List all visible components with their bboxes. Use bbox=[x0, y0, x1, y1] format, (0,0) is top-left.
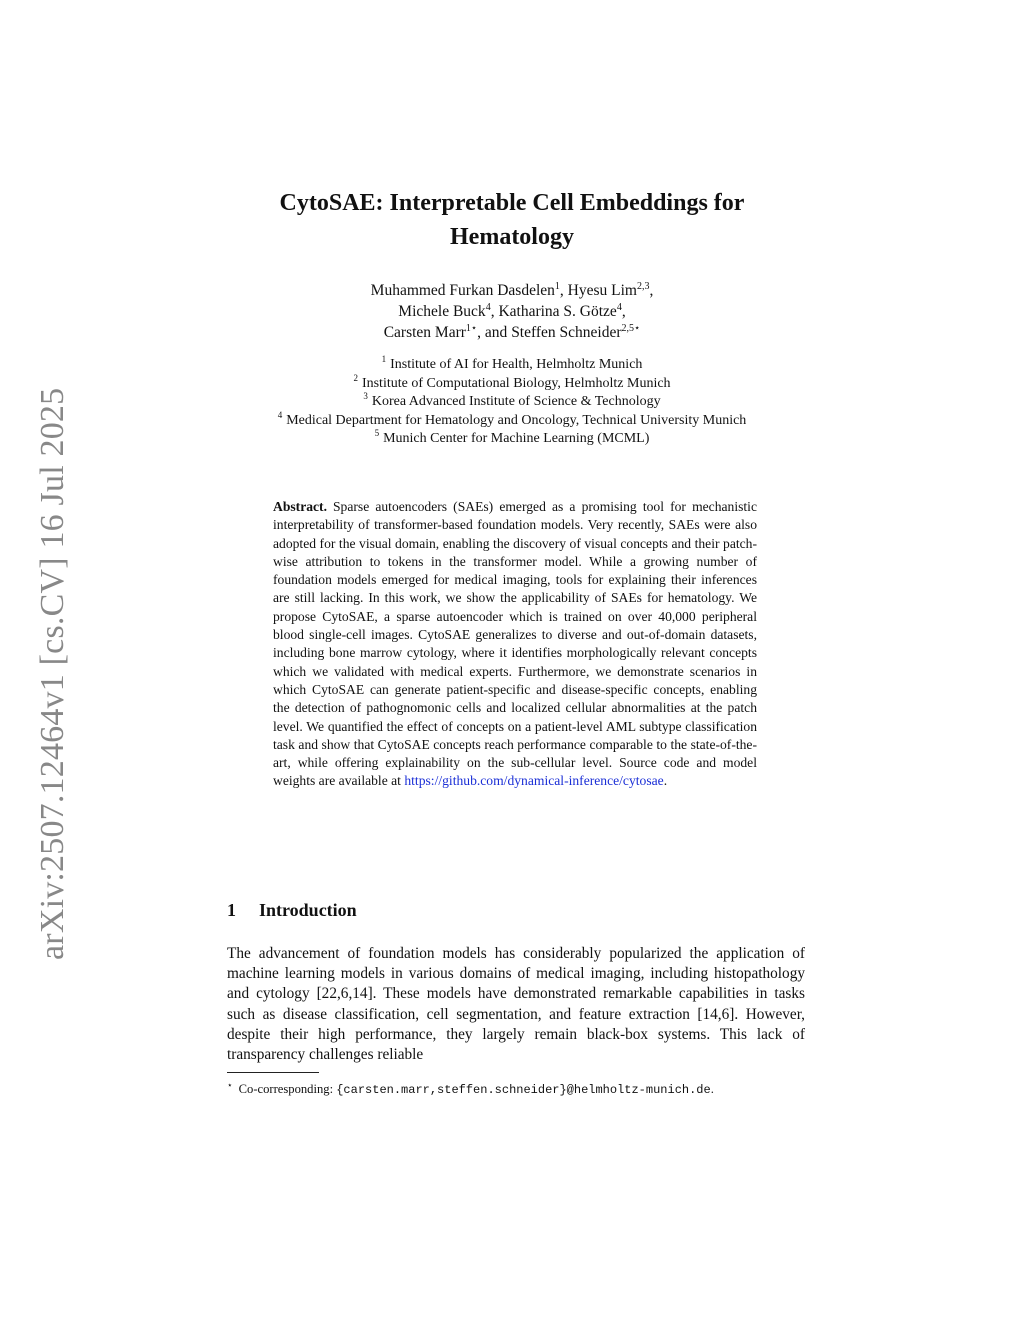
affiliation-text: Korea Advanced Institute of Science & Technology bbox=[371, 394, 661, 409]
author-name: Katharina S. Götze bbox=[498, 303, 617, 320]
introduction-paragraph: The advancement of foundation models has considerably popularized the application of machine learning models in various domains of medical imaging, including histopathology and cytology [22,6,14]. These models have demonstrated remarkable capabilities in tasks such as disease classification, cell segmentation, and feature extraction [14,6]. However, despite their high performance, they largely remain black-box systems. This lack of transparency challenges reliable bbox=[227, 945, 805, 1064]
paper-title bbox=[0, 186, 1024, 254]
affiliation-item bbox=[0, 356, 1024, 375]
code-repository-link[interactable]: https://github.com/dynamical-inference/cytosae bbox=[404, 773, 664, 789]
author-name: Muhammed Furkan Dasdelen bbox=[370, 282, 555, 299]
author-affil-mark: 2,3 bbox=[636, 280, 650, 292]
affiliation-number: 4 bbox=[277, 409, 283, 420]
affiliation-number: 1 bbox=[381, 354, 387, 365]
abstract bbox=[273, 498, 757, 791]
affiliation-item bbox=[0, 430, 1024, 449]
author-affil-mark: 4 bbox=[485, 301, 491, 313]
arxiv-identifier-stamp[interactable]: arXiv:2507.12464v1 [cs.CV] 16 Jul 2025 bbox=[34, 387, 71, 960]
author-name: Carsten Marr bbox=[383, 324, 466, 341]
author-name: Hyesu Lim bbox=[567, 282, 637, 299]
footnote-label: Co-corresponding: bbox=[238, 1082, 334, 1097]
affiliation-text: Medical Department for Hematology and Oncology, Technical University Munich bbox=[286, 412, 747, 428]
separator: , and bbox=[477, 324, 508, 341]
section-heading-introduction bbox=[227, 900, 807, 921]
affiliation-list bbox=[0, 356, 1024, 449]
separator: , bbox=[490, 303, 495, 320]
title-line-2: Hematology bbox=[450, 224, 574, 250]
affiliation-number: 2 bbox=[353, 372, 358, 383]
author-name: Michele Buck bbox=[398, 303, 486, 320]
footnote-star-mark: ⋆ bbox=[227, 1080, 233, 1090]
author-line-2 bbox=[0, 301, 1024, 322]
abstract-body: Sparse autoencoders (SAEs) emerged as a promising tool for mechanistic interpretability of transformer-based foundation models. Very recently, SAEs were also adopted for the visual domain, enabling the discovery of visual concepts and their patch-wise attribution to tokens in the transformer model. While a growing number of foundation models emerged for medical imaging, tools for explaining their inferences are still lacking. In this work, we show the applicability of SAEs for hematology. We propose CytoSAE, a sparse autoencoder which is trained on over 40,000 peripheral blood single-cell images. CytoSAE generalizes to diverse and out-of-domain datasets, including bone marrow cytology, where it identifies morphologically relevant concepts which we validated with medical experts. Furthermore, we demonstrate scenarios in which CytoSAE can generate patient-specific and disease-specific concepts, enabling the detection of pathognomonic cells and localized cellular abnormalities at the patch level. We quantified the effect of concepts on a patient-level AML subtype classification task and show that CytoSAE concepts reach performance comparable to the state-of-the-art, while offering explainability on the sub-cellular level. Source code and model weights are available at bbox=[273, 499, 757, 789]
affiliation-number: 3 bbox=[363, 391, 368, 402]
abstract-end: . bbox=[663, 773, 668, 789]
affiliation-item bbox=[0, 393, 1024, 412]
affiliation-text: Munich Center for Machine Learning (MCML) bbox=[383, 431, 650, 446]
author-affil-mark: 2,5⋆ bbox=[621, 322, 641, 334]
author-line-3 bbox=[0, 322, 1024, 343]
footnote-end: . bbox=[710, 1082, 714, 1097]
author-affil-mark: 4 bbox=[616, 301, 622, 313]
footnote bbox=[227, 1077, 827, 1098]
author-line-1 bbox=[0, 280, 1024, 301]
author-affil-mark: 1⋆ bbox=[465, 322, 478, 334]
title-line-1: CytoSAE: Interpretable Cell Embeddings for bbox=[279, 190, 745, 216]
separator: , bbox=[621, 303, 626, 320]
section-number: 1 bbox=[227, 900, 236, 920]
author-list bbox=[0, 280, 1024, 343]
author-name: Steffen Schneider bbox=[511, 324, 622, 341]
author-affil-mark: 1 bbox=[554, 280, 560, 292]
section-title: Introduction bbox=[259, 900, 357, 920]
abstract-label: Abstract. bbox=[273, 499, 327, 514]
affiliation-item bbox=[0, 372, 1024, 394]
affiliation-text: Institute of AI for Health, Helmholtz Munich bbox=[390, 357, 643, 372]
footnote-divider bbox=[227, 1072, 319, 1073]
affiliation-text: Institute of Computational Biology, Helmholtz Munich bbox=[361, 375, 671, 391]
affiliation-number: 5 bbox=[374, 428, 380, 439]
separator: , bbox=[649, 282, 654, 299]
footnote-emails[interactable]: {carsten.marr,steffen.schneider}@helmholtz-munich.de bbox=[336, 1083, 711, 1098]
affiliation-item bbox=[0, 409, 1024, 431]
separator: , bbox=[559, 282, 564, 299]
